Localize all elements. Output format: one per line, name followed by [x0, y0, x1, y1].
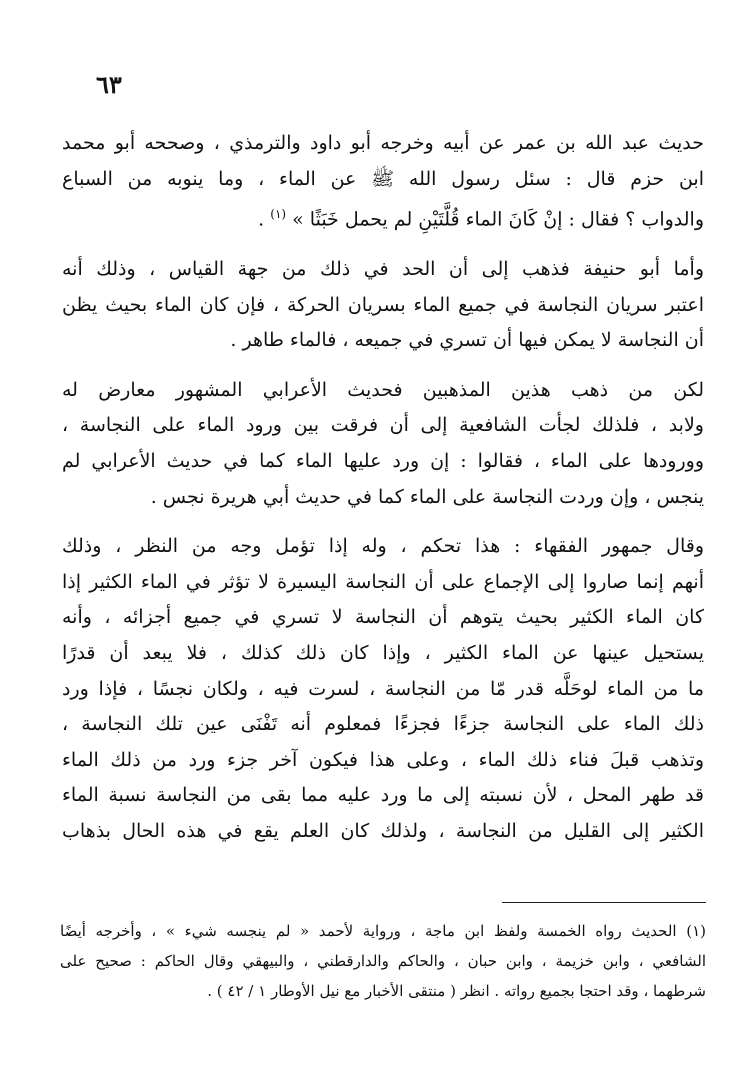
text-line: وأما أبو حنيفة فذهب إلى أن الحد في ذلك من جهة القياس ، وذلك أنه [62, 258, 704, 281]
text-line: حديث عبد الله بن عمر عن أبيه وخرجه أبو داود والترمذي ، وصححه أبو محمد [62, 132, 704, 154]
text-line: وقال جمهور الفقهاء : هذا تحكم ، وله إذا تؤمل وجه من النظر ، وذلك [62, 535, 704, 558]
main-text [62, 126, 704, 864]
text-line: كان الماء الكثير بحيث يتوهم أن النجاسة لا تسري في جميع أجزائه ، وأنه [62, 606, 704, 629]
text-line: وورودها على الماء ، فقالوا : إن ورد عليها الماء كما في حديث الأعرابي لم [62, 450, 704, 473]
footnote-line: شرطهما ، وقد احتجا بجميع رواته . انظر ( منتقى الأخبار مع نيل الأوطار ١ / ٤٢ ) . [207, 982, 706, 1000]
text-line: وتذهب قبلَ فناء ذلك الماء ، وعلى هذا فيكون آخر جزء ورد من ذلك الماء [62, 748, 704, 771]
footnote-line: الشافعي ، وابن خزيمة ، وابن حبان ، والحاكم والدارقطني ، والبيهقي وقال الحاكم : صحيح على [60, 952, 706, 970]
text-line: ينجس ، وإن وردت النجاسة على الماء كما في حديث أبي هريرة نجس . [150, 485, 704, 508]
text-line: ذلك الماء على النجاسة جزءًا فجزءًا فمعلوم أنه تَفْنَى عين تلك النجاسة ، [62, 713, 704, 736]
paragraph-shafiites [62, 373, 704, 515]
text-line: أن النجاسة لا يمكن فيها أن تسري في جميعه ، فالماء طاهر . [230, 329, 704, 352]
text-line-content: والدواب ؟ فقال : إنْ كَانَ الماء قُلَّتَيْنِ لم يحمل خَبَثًا » [292, 208, 704, 231]
text-line: اعتبر سريان النجاسة في جميع الماء بسريان الحركة ، فإن كان الماء بحيث يظن [62, 293, 704, 316]
footnote-marker: (١) [270, 207, 287, 222]
footnote-line: (١) الحديث رواه الخمسة ولفظ ابن ماجة ، ورواية لأحمد « لم ينجسه شيء » ، وأخرجه أيضًا [60, 922, 706, 940]
page-number: ٦٣ [96, 70, 122, 99]
text-line: الكثير إلى القليل من النجاسة ، ولذلك كان العلم يقع في هذه الحال بذهاب [62, 820, 704, 843]
text-line: ولابد ، فلذلك لجأت الشافعية إلى أن فرقت بين ورود الماء على النجاسة ، [62, 414, 704, 437]
text-line: ما من الماء لوحَلَّه قدر مّا من النجاسة ، لسرت فيه ، ولكان نجسًا ، فإذا ورد [62, 677, 704, 700]
text-line: لكن من ذهب هذين المذهبين فحديث الأعرابي المشهور معارض له [62, 378, 704, 401]
text-line: قد طهر المحل ، لأن نسبته إلى ما ورد عليه مما بقى من النجاسة نسبة الماء [62, 784, 704, 807]
text-line-end: . [258, 208, 271, 231]
text-line: أنهم إنما صاروا إلى الإجماع على أن النجاسة اليسيرة لا تؤثر في الماء الكثير إذا [62, 570, 704, 593]
paragraph-abu-hanifa [62, 252, 704, 359]
paragraph-jumhur [62, 529, 704, 849]
text-line [62, 197, 704, 238]
text-line: ابن حزم قال : سئل رسول الله ﷺ عن الماء ، وما ينوبه من السباع [62, 167, 704, 190]
paragraph-hadith [62, 126, 704, 238]
footnote-divider [502, 902, 706, 903]
text-line: يستحيل عينها عن الماء الكثير ، وإذا كان ذلك كذلك ، فلا يبعد أن قدرًا [62, 642, 704, 665]
footnote [60, 916, 706, 1006]
